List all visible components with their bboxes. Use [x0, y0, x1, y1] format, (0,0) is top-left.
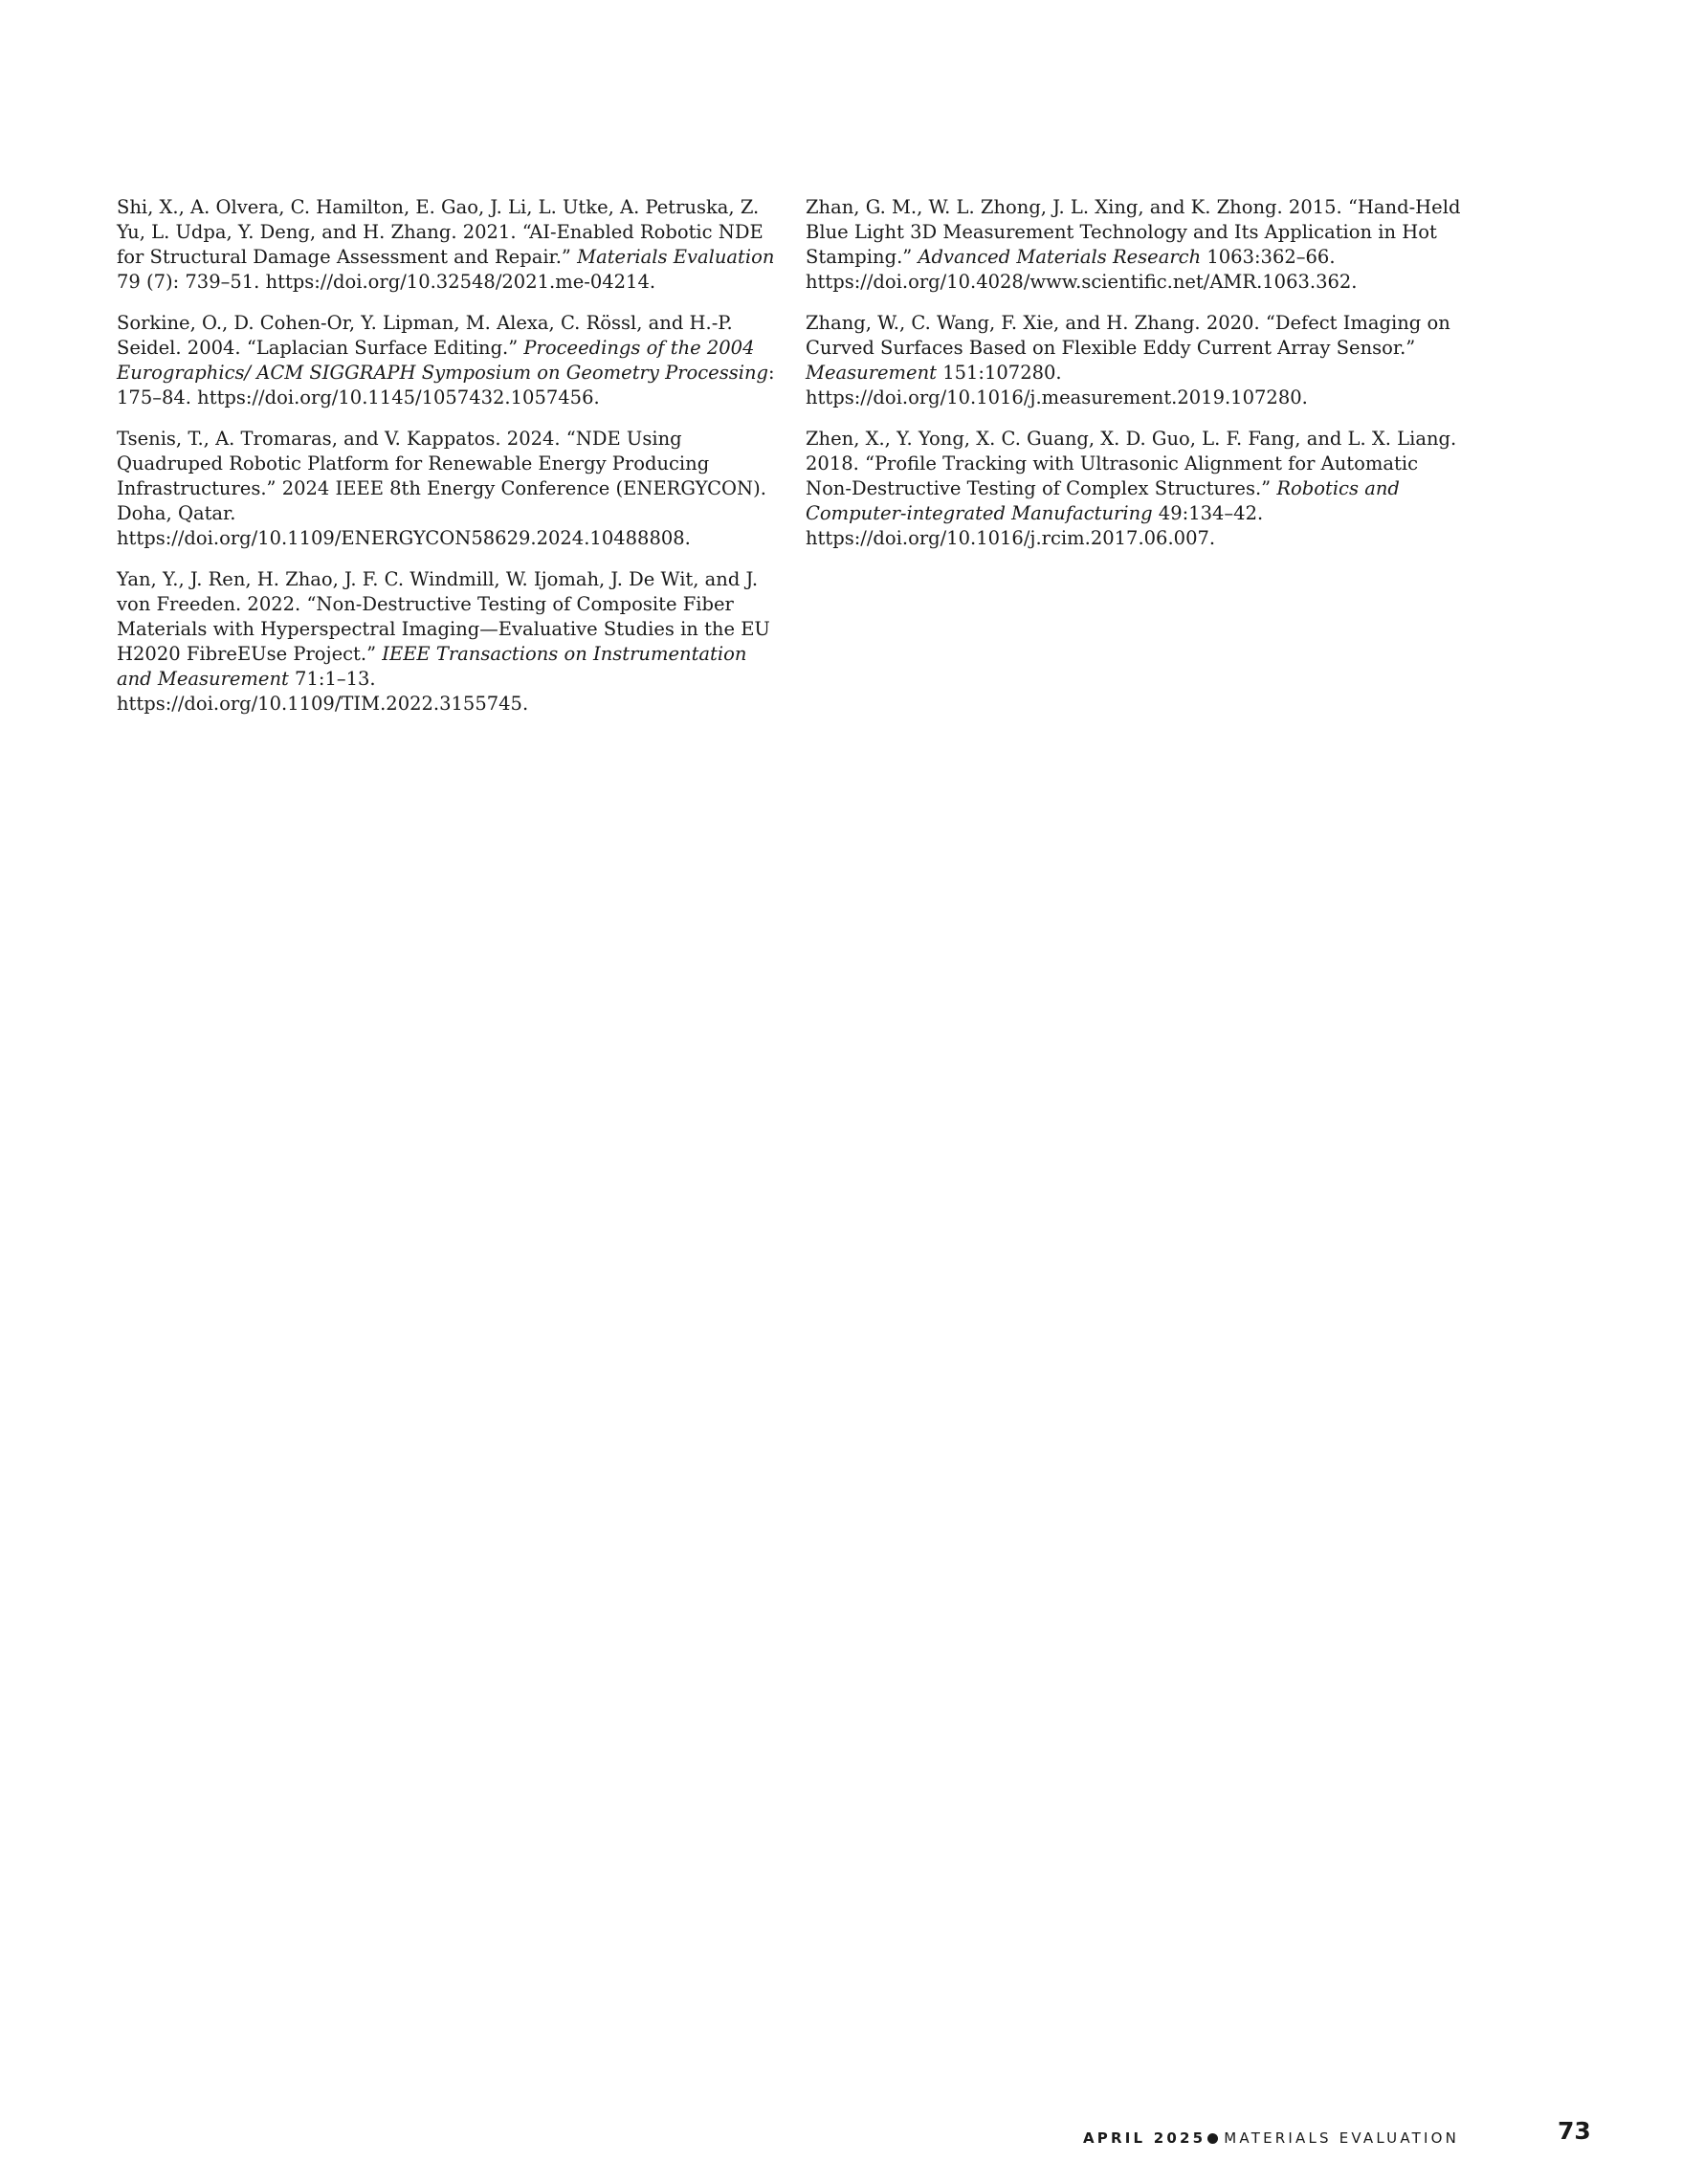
- reference-entry: [117, 427, 777, 551]
- footer-journal: MATERIALS EVALUATION: [1224, 2129, 1460, 2147]
- references-column-right: [806, 195, 1466, 567]
- reference-source: Advanced Materials Research: [918, 246, 1202, 268]
- reference-text: Zhen, X., Y. Yong, X. C. Guang, X. D. Guo, L. F. Fang, and L. X. Liang. 2018. “Profile Tracking with Ultrasonic Alignment for Automatic Non-Destructive Testing of Complex Structures.”: [806, 428, 1457, 499]
- reference-source: IEEE Transactions on Instrumentation and Measurement: [117, 643, 747, 690]
- reference-entry: [806, 311, 1466, 410]
- reference-details: 71:1–13. https://doi.org/10.1109/TIM.2022.3155745.: [117, 668, 529, 715]
- reference-entry: [806, 427, 1466, 551]
- reference-source: Materials Evaluation: [577, 246, 775, 268]
- footer-issue: APRIL 2025: [1083, 2129, 1206, 2147]
- reference-text: Sorkine, O., D. Cohen-Or, Y. Lipman, M. Alexa, C. Rössl, and H.-P. Seidel. 2004. “Laplacian Surface Editing.”: [117, 312, 733, 359]
- running-footer: [1083, 2129, 1459, 2147]
- reference-source: Measurement: [806, 362, 937, 384]
- reference-details: 79 (7): 739–51. https://doi.org/10.32548/2021.me-04214.: [117, 271, 656, 293]
- reference-text: Shi, X., A. Olvera, C. Hamilton, E. Gao, J. Li, L. Utke, A. Petruska, Z. Yu, L. Udpa, Y. Deng, and H. Zhang. 2021. “AI-Enabled Robotic NDE for Structural Damage Assessment and Repair.”: [117, 196, 764, 268]
- reference-text: Zhang, W., C. Wang, F. Xie, and H. Zhang. 2020. “Defect Imaging on Curved Surfaces Based on Flexible Eddy Current Array Sensor.”: [806, 312, 1450, 359]
- reference-details: 151:107280. https://doi.org/10.1016/j.measurement.2019.107280.: [806, 362, 1308, 408]
- reference-details: : 175–84. https://doi.org/10.1145/1057432.1057456.: [117, 362, 775, 408]
- page-number: 73: [1558, 2117, 1591, 2145]
- reference-entry: [117, 567, 777, 717]
- reference-details: 49:134–42. https://doi.org/10.1016/j.rcim.2017.06.007.: [806, 502, 1264, 549]
- reference-text: Zhan, G. M., W. L. Zhong, J. L. Xing, and K. Zhong. 2015. “Hand-Held Blue Light 3D Measurement Technology and Its Application in Hot Stamping.”: [806, 196, 1461, 268]
- reference-details: 1063:362–66. https://doi.org/10.4028/www.scientific.net/AMR.1063.362.: [806, 246, 1358, 293]
- reference-text: Tsenis, T., A. Tromaras, and V. Kappatos. 2024. “NDE Using Quadruped Robotic Platform for Renewable Energy Producing Infrastructures.” 2024 IEEE 8th Energy Conference (ENERGYCON). Doha, Qatar. https://doi.org/10.1109/ENERGYCON58629.2024.10488808.: [117, 428, 766, 549]
- reference-entry: [117, 311, 777, 410]
- reference-source: Proceedings of the 2004 Eurographics/ ACM SIGGRAPH Symposium on Geometry Processing: [117, 337, 769, 384]
- references-column-left: [117, 195, 777, 733]
- reference-entry: [806, 195, 1466, 295]
- bullet-dot-icon: [1207, 2133, 1218, 2144]
- reference-source: Robotics and Computer-integrated Manufacturing: [806, 477, 1400, 524]
- reference-text: Yan, Y., J. Ren, H. Zhao, J. F. C. Windmill, W. Ijomah, J. De Wit, and J. von Freeden. 2022. “Non-Destructive Testing of Composite Fiber Materials with Hyperspectral Imaging—Evaluative Studies in the EU H2020 FibreEUse Project.”: [117, 568, 770, 665]
- reference-entry: [117, 195, 777, 295]
